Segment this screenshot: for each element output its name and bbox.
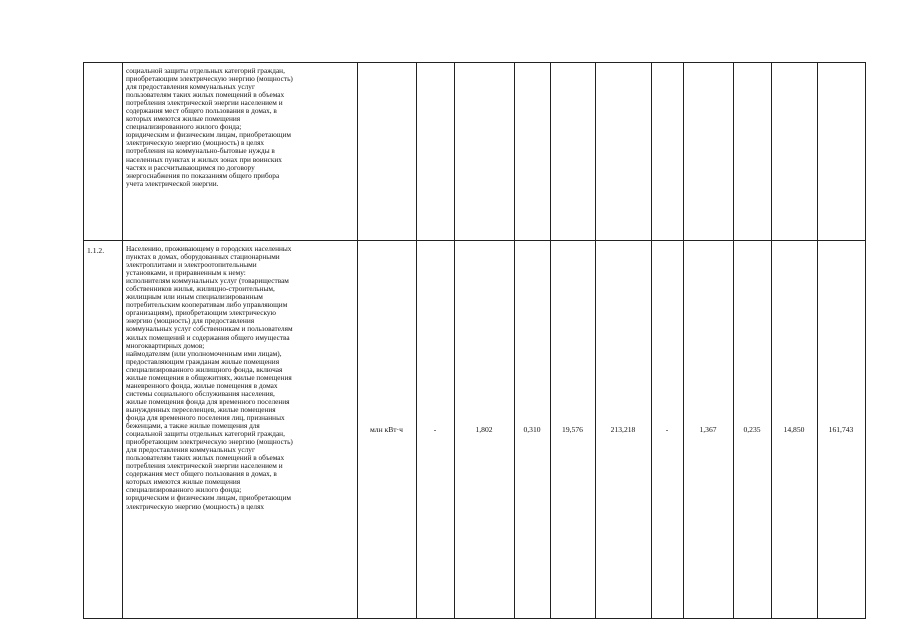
text-line: потребления на коммунально-бытовые нужды в	[126, 146, 275, 156]
text-line: установками, и приравненным к нему:	[126, 268, 246, 278]
row-top-description	[126, 67, 354, 188]
column-rule	[357, 62, 358, 619]
text-line: содержания мест общего пользования в домах, в	[126, 469, 277, 479]
value-cell: 1,367	[699, 425, 717, 434]
value-cell: -	[665, 425, 669, 434]
text-line: для предоставления коммунальных услуг	[126, 445, 255, 455]
text-line: юридическим и физическим лицам, приобретающим	[126, 130, 291, 140]
text-line: вынужденных переселенцев, жилые помещения	[126, 404, 276, 414]
text-line: социальной защиты отдельных категорий граждан,	[126, 429, 285, 439]
text-line: пользователям таких жилых помещений в объемах	[126, 90, 285, 100]
text-line: жилищным или иным специализированным	[126, 292, 263, 302]
text-line: организациям), приобретающим электрическую	[126, 308, 276, 318]
text-line: собственников жилья, жилищно-строительным,	[126, 284, 275, 294]
column-rule	[514, 62, 515, 619]
table-rule-bottom	[83, 618, 866, 619]
text-line: предоставляющим гражданам жилые помещения	[126, 356, 280, 366]
text-line: юридическим и физическим лицам, приобретающим	[126, 493, 291, 503]
text-line: учета электрической энергии.	[126, 178, 219, 188]
text-line: фонда для временного поселения лиц, признанных	[126, 412, 285, 422]
column-rule	[651, 62, 652, 619]
value-cell: 161,743	[828, 425, 854, 434]
text-line: частях и рассчитывающимся по договору	[126, 162, 255, 172]
text-line: населенных пунктах и жилых зонах при воинских	[126, 154, 282, 164]
value-cell: 14,850	[783, 425, 805, 434]
text-line: приобретающим электрическую энергию (мощность)	[126, 74, 293, 84]
text-line: беженцами, а также жилые помещения для	[126, 421, 260, 431]
text-line: жилых помещений и содержания общего имущества	[126, 332, 290, 342]
text-line: специализированного жилого фонда;	[126, 485, 242, 495]
value-cell: 213,218	[610, 425, 636, 434]
value-cell: 19,576	[562, 425, 583, 434]
column-rule	[122, 62, 123, 619]
text-line: электрическую энергию (мощность) в целях	[126, 138, 265, 148]
column-rule	[865, 62, 866, 619]
column-rule	[683, 62, 684, 619]
table-rule-top	[83, 62, 866, 63]
column-rule	[817, 62, 818, 619]
column-rule	[733, 62, 734, 619]
text-line: потребительским кооперативам либо управляющим	[126, 300, 288, 310]
text-line: исполнителям коммунальных услуг (товариществам	[126, 276, 289, 286]
text-line: энергоснабжения по показаниям общего прибора	[126, 170, 280, 180]
value-cell: 0,310	[523, 425, 541, 434]
value-cell: 1,802	[475, 425, 493, 434]
text-line: которых имеются жилые помещения	[126, 477, 241, 487]
column-rule	[83, 62, 84, 619]
column-rule	[416, 62, 417, 619]
text-line: потребления электрической энергии населением и	[126, 461, 283, 471]
row-number: 1.1.2.	[87, 246, 105, 255]
value-cell: 0,235	[743, 425, 761, 434]
text-line: которых имеются жилые помещения	[126, 114, 241, 124]
column-rule	[454, 62, 455, 619]
text-line: потребления электрической энергии населением и	[126, 98, 283, 108]
text-line: пунктах в домах, оборудованных стационарными	[126, 252, 280, 262]
text-line: системы социального обслуживания населения,	[126, 388, 275, 398]
text-line: жилые помещения фонда для временного поселения	[126, 396, 290, 406]
text-line: специализированного жилого фонда;	[126, 122, 242, 132]
text-line: электроплитами и электроотопительными	[126, 260, 257, 270]
text-line: для предоставления коммунальных услуг	[126, 82, 255, 92]
text-line: пользователям таких жилых помещений в объемах	[126, 453, 285, 463]
text-line: жилые помещения в общежитиях, жилые помещения	[126, 372, 292, 382]
text-line: Населению, проживающему в городских населенных	[126, 244, 292, 253]
column-rule	[550, 62, 551, 619]
text-line: электрическую энергию (мощность) в целях	[126, 501, 265, 511]
unit-cell: млн кВт·ч	[370, 425, 403, 434]
row-divider	[83, 240, 866, 241]
text-line: социальной защиты отдельных категорий граждан,	[126, 66, 285, 75]
text-line: специализированного жилищного фонда, включая	[126, 364, 283, 374]
text-line: приобретающим электрическую энергию (мощность)	[126, 437, 293, 447]
text-line: маневренного фонда, жилые помещения в домах	[126, 380, 278, 390]
text-line: энергию (мощность) для предоставления	[126, 316, 255, 326]
row-main-description	[126, 245, 354, 511]
text-line: наймодателям (или уполномоченным ими лицам),	[126, 348, 282, 358]
text-line: многоквартирных домов;	[126, 340, 205, 350]
tariff-table	[83, 62, 866, 619]
column-rule	[595, 62, 596, 619]
text-line: содержания мест общего пользования в домах, в	[126, 106, 277, 116]
column-rule	[771, 62, 772, 619]
text-line: коммунальных услуг собственникам и пользователям	[126, 324, 293, 334]
value-cell: -	[433, 425, 437, 434]
